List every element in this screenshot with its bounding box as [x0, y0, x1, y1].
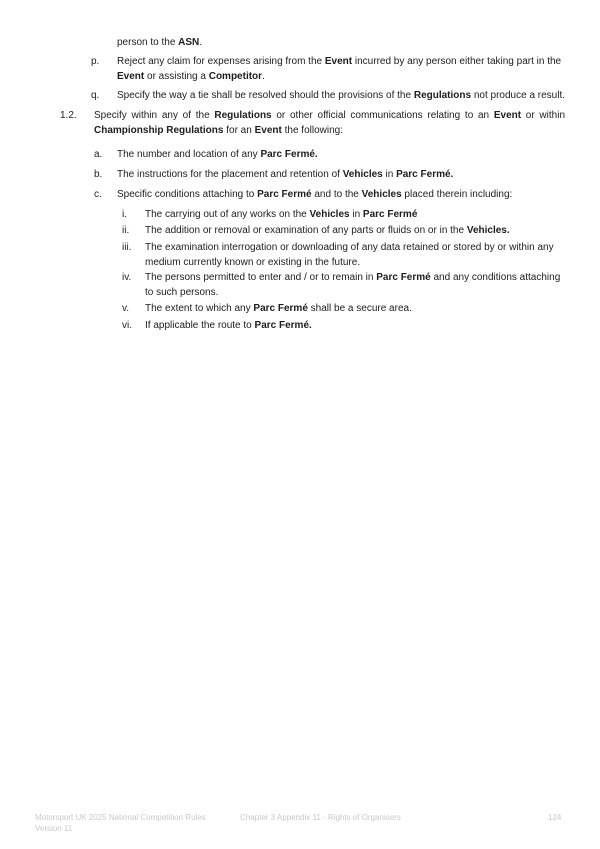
subitem-ii-number: ii.: [122, 225, 130, 236]
text-run: The carrying out of any works on the: [145, 209, 310, 220]
text-run: Reject any claim for expenses arising from the: [117, 56, 325, 67]
defined-term: Parc Fermé.: [254, 320, 312, 331]
defined-term: Parc Fermé: [376, 272, 431, 283]
defined-term: Vehicles: [309, 209, 350, 220]
text-run: and to the: [311, 189, 362, 200]
item-b-text: [117, 167, 565, 182]
text-run: not produce a result.: [471, 90, 566, 101]
defined-term: Parc Fermé: [362, 209, 418, 220]
text-run: in: [349, 209, 363, 220]
defined-term: Vehicles: [342, 169, 383, 180]
subitem-i-text: [145, 207, 565, 222]
item-q-number: q.: [91, 90, 100, 101]
defined-term: Event: [324, 56, 353, 67]
item-c-text: [117, 187, 577, 202]
text-run: The extent to which any: [145, 303, 254, 314]
subitem-v-text: [145, 301, 565, 316]
section-1-2-number: 1.2.: [60, 110, 77, 121]
section-1-2-text: [94, 108, 565, 138]
subitem-ii-text: [145, 223, 565, 238]
defined-term: Parc Fermé.: [260, 149, 318, 160]
defined-term: Parc Fermé.: [396, 169, 454, 180]
text-run: for an: [223, 125, 255, 136]
text-run: the following:: [281, 125, 343, 136]
item-p-number: p.: [91, 56, 100, 67]
defined-term: Event: [493, 110, 522, 121]
text-run: .: [262, 71, 265, 82]
text-run: If applicable the route to: [145, 320, 255, 331]
text-run: or within: [521, 110, 565, 121]
text-run: The number and location of any: [117, 149, 261, 160]
text-run: shall be a secure area.: [307, 303, 412, 314]
item-a-text: [117, 147, 565, 162]
text-run: and any conditions attaching to such persons.: [145, 272, 561, 298]
text-run: person to the: [117, 37, 179, 48]
item-c-number: c.: [94, 189, 102, 200]
subitem-i-number: i.: [122, 209, 127, 220]
subitem-vi-text: [145, 318, 565, 333]
defined-term: Event: [254, 125, 282, 136]
text-run: The examination interrogation or downloading of any data retained or stored by or within any medium currently known or existing in the future.: [145, 242, 554, 268]
text-run: Specify within any of the: [94, 110, 215, 121]
defined-term: ASN: [178, 37, 200, 48]
subitem-vi-number: vi.: [122, 320, 132, 331]
defined-term: Vehicles: [361, 189, 402, 200]
text-run: in: [382, 169, 397, 180]
subitem-iv-number: iv.: [122, 272, 132, 283]
footer-page-number: 124: [548, 813, 562, 822]
text-run: or other official communications relating to an: [271, 110, 494, 121]
item-q-text: [117, 88, 577, 103]
subitem-iv-text: [145, 270, 565, 300]
subitem-iii-text: [145, 240, 565, 270]
text-run: .: [199, 37, 203, 48]
item-o-continuation: [117, 35, 565, 50]
text-run: The instructions for the placement and retention of: [117, 169, 343, 180]
text-run: or assisting a: [144, 71, 209, 82]
item-a-number: a.: [94, 149, 103, 160]
subitem-iii-number: iii.: [122, 242, 132, 253]
defined-term: Parc Fermé: [257, 189, 312, 200]
item-b-number: b.: [94, 169, 103, 180]
text-run: Specific conditions attaching to: [117, 189, 258, 200]
footer-document-title: Motorsport UK 2025 National Competition Rules: [35, 813, 206, 822]
text-run: Specify the way a tie shall be resolved should the provisions of the: [117, 90, 414, 101]
defined-term: Competitor: [208, 71, 263, 82]
text-run: The addition or removal or examination of any parts or fluids on or in the: [145, 225, 467, 236]
defined-term: Regulations: [413, 90, 472, 101]
item-p-text: [117, 54, 565, 84]
defined-term: Championship Regulations: [94, 125, 224, 136]
defined-term: Event: [117, 71, 145, 82]
footer-chapter: Chapter 3 Appendix 11 - Rights of Organisers: [240, 813, 401, 822]
text-run: placed therein including:: [401, 189, 513, 200]
text-run: The persons permitted to enter and / or to remain in: [145, 272, 377, 283]
defined-term: Parc Fermé: [253, 303, 308, 314]
defined-term: Vehicles.: [466, 225, 510, 236]
subitem-v-number: v.: [122, 303, 130, 314]
footer-version: Version 11: [35, 824, 73, 833]
text-run: incurred by any person either taking part in the: [352, 56, 562, 67]
defined-term: Regulations: [214, 110, 272, 121]
